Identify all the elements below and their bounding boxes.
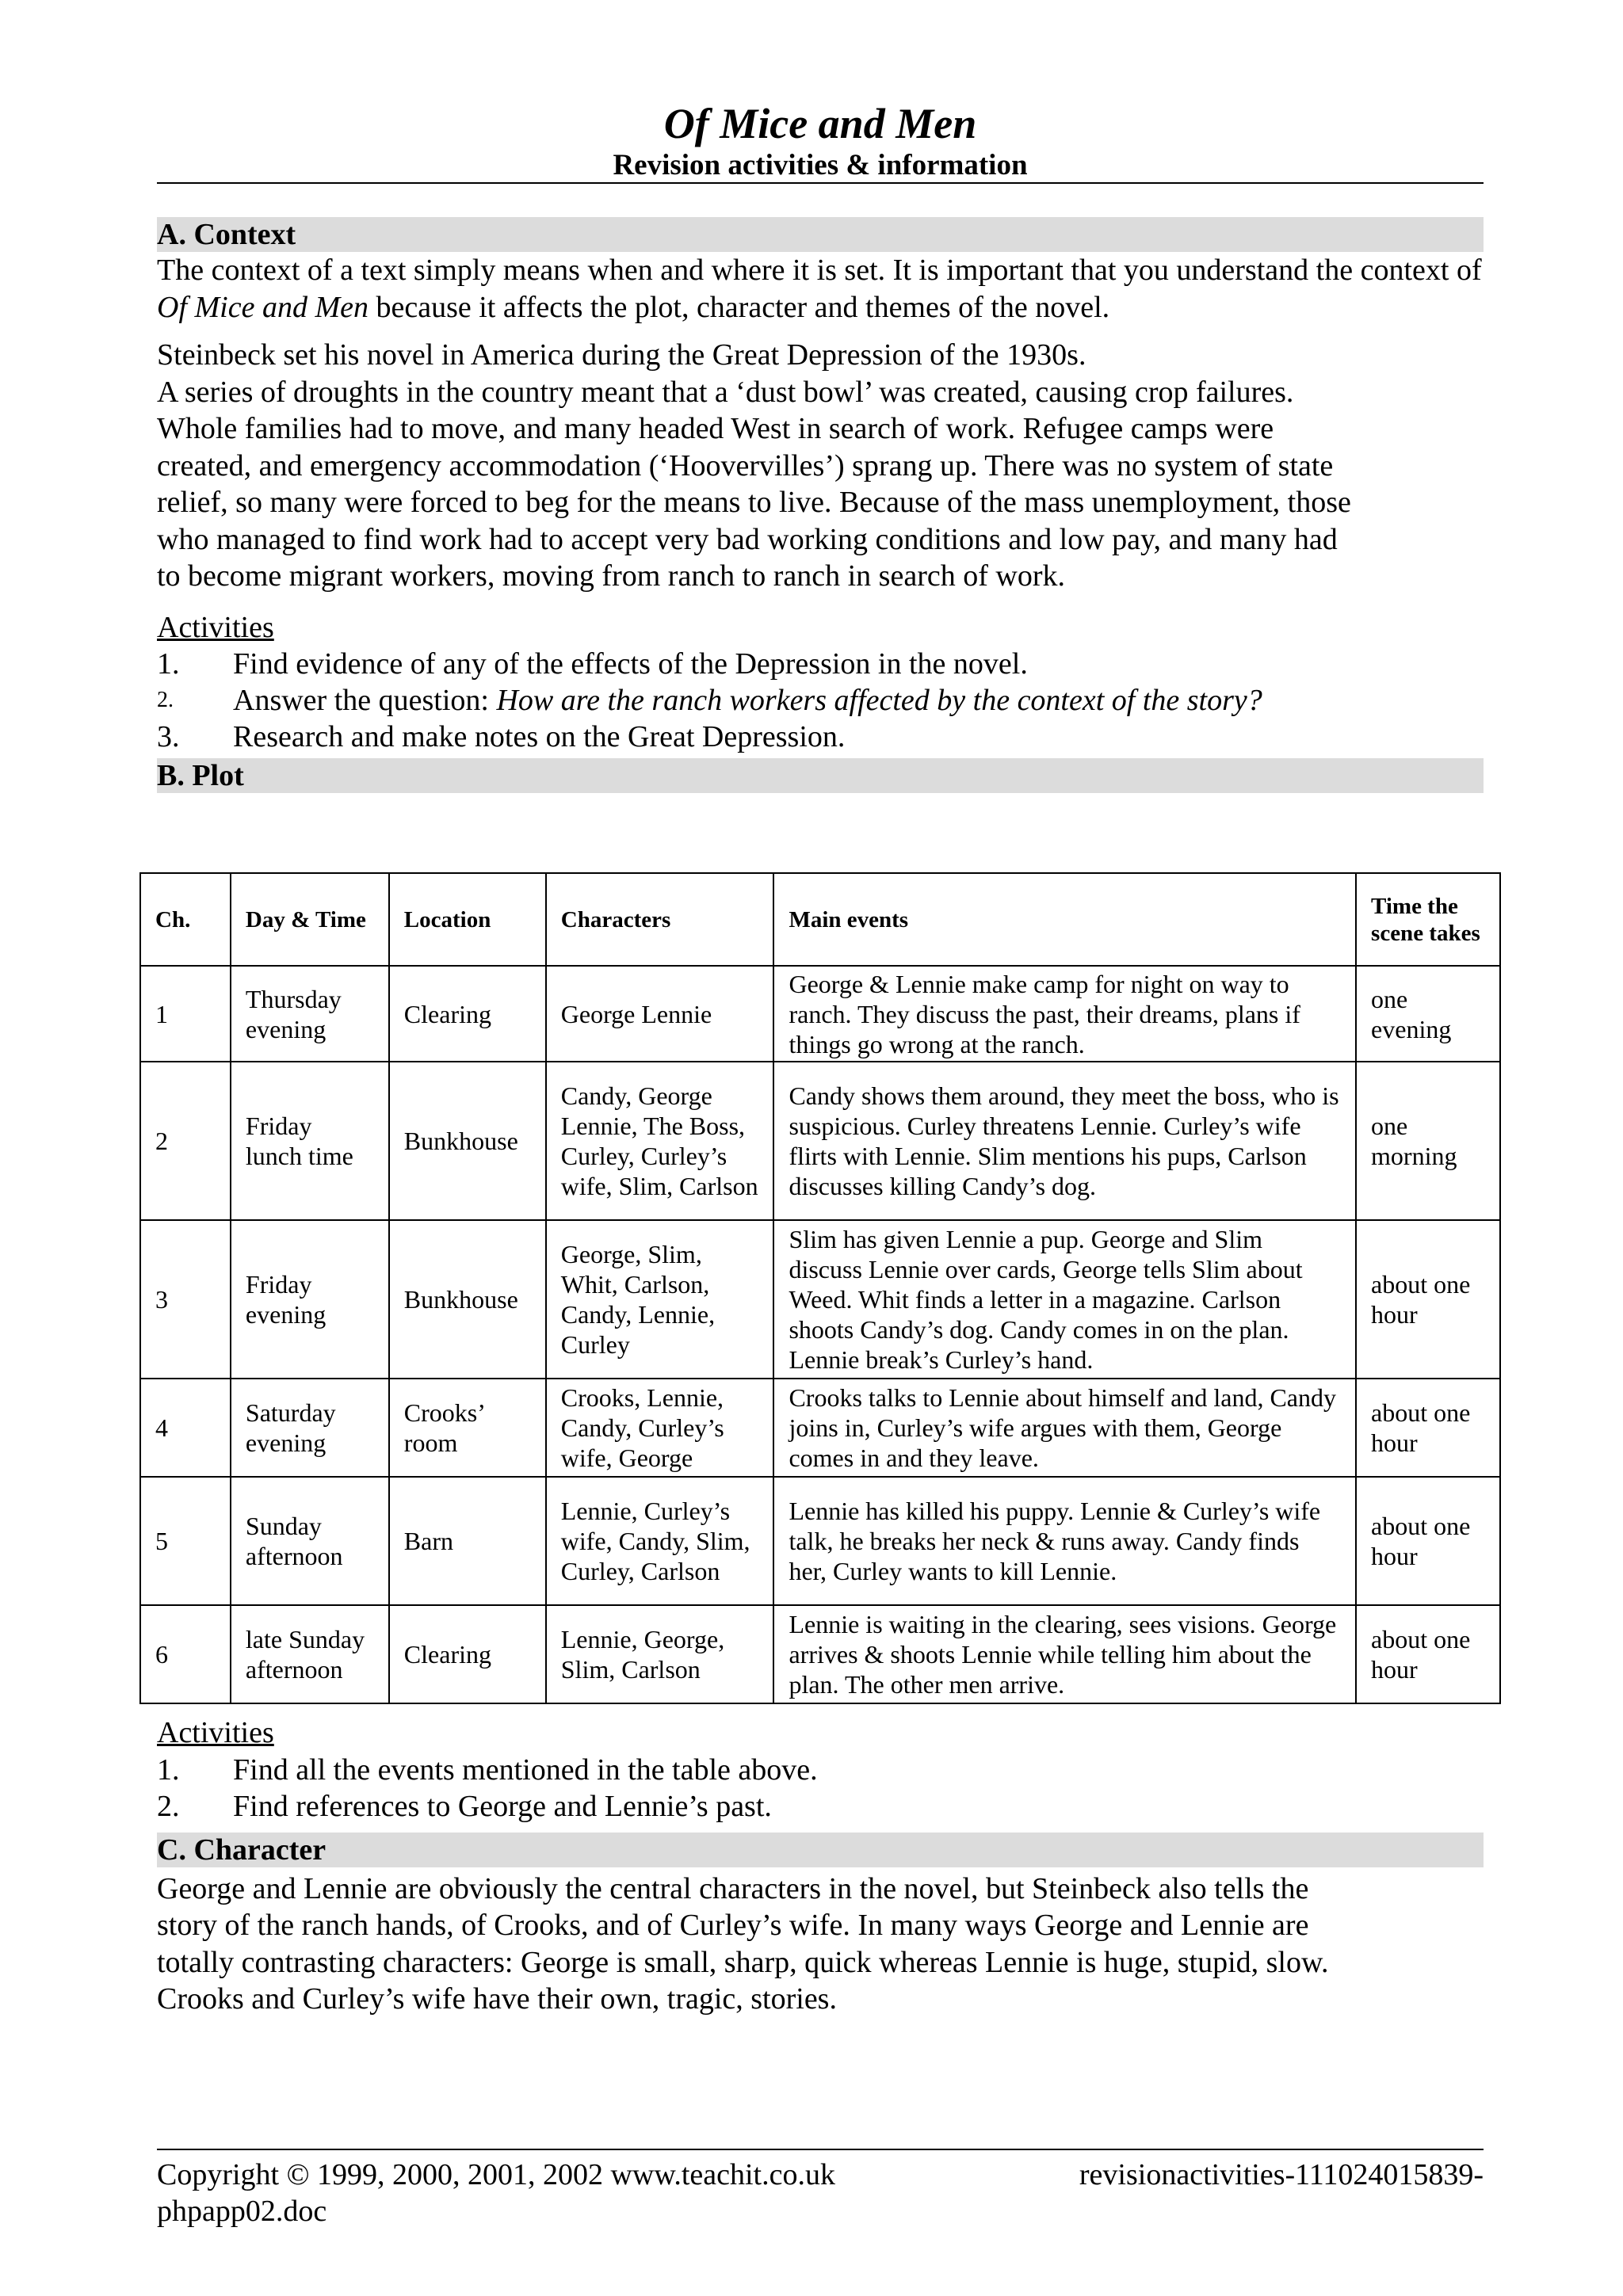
context-paragraph-1-part-a: The context of a text simply means when and where it is set. It is important that you understand the context of (157, 254, 1482, 287)
cell-time: about one hour (1356, 1379, 1500, 1477)
list-text: Find evidence of any of the effects of the Depression in the novel. (233, 647, 1028, 681)
context-line: relief, so many were forced to beg for the means to live. Because of the mass unemployment, those (157, 486, 1351, 519)
list-text: Research and make notes on the Great Depression. (233, 720, 846, 753)
cell-characters: Candy, George Lennie, The Boss, Curley, Curley’s wife, Slim, Carlson (546, 1062, 774, 1220)
cell-location: Crooks’ room (389, 1379, 546, 1477)
column-header: Characters (546, 873, 774, 966)
character-line: totally contrasting characters: George is small, sharp, quick whereas Lennie is huge, stupid, slow. (157, 1945, 1329, 1979)
cell-characters: Lennie, Curley’s wife, Candy, Slim, Curley, Carlson (546, 1477, 774, 1605)
character-paragraph (157, 1871, 1484, 2018)
document-subtitle: Revision activities & information (613, 149, 1028, 181)
context-activities-list (157, 646, 1484, 755)
document-title: Of Mice and Men (663, 100, 977, 147)
list-item (157, 1752, 1484, 1788)
list-number: 2. (157, 688, 174, 712)
cell-chapter: 2 (140, 1062, 231, 1220)
cell-day: Friday lunch time (231, 1062, 389, 1220)
cell-time: one evening (1356, 966, 1500, 1062)
context-line: A series of droughts in the country meant that a ‘dust bowl’ was created, causing crop failures. (157, 375, 1294, 409)
list-text-italic: How are the ranch workers affected by the context of the story? (496, 684, 1262, 717)
plot-activities-list (157, 1752, 1484, 1825)
table-row (140, 966, 1500, 1062)
column-header: Ch. (140, 873, 231, 966)
plot-activities-label: Activities (157, 1716, 274, 1749)
cell-location: Barn (389, 1477, 546, 1605)
cell-time: about one hour (1356, 1477, 1500, 1605)
plot-activities (157, 1714, 1484, 2018)
list-item (157, 682, 1484, 719)
cell-time: about one hour (1356, 1220, 1500, 1379)
column-header: Day & Time (231, 873, 389, 966)
plot-table (139, 872, 1501, 1704)
cell-events: George & Lennie make camp for night on way to ranch. They discuss the past, their dreams, plans if things go wrong at the ranch. (773, 966, 1356, 1062)
section-heading-plot: B. Plot (157, 758, 1484, 793)
list-item (157, 719, 1484, 755)
cell-time: one morning (1356, 1062, 1500, 1220)
cell-events: Lennie is waiting in the clearing, sees visions. George arrives & shoots Lennie while telling him about the plan. The other men arrive. (773, 1605, 1356, 1703)
cell-chapter: 5 (140, 1477, 231, 1605)
footer-filename-continued: phpapp02.doc (157, 2195, 327, 2228)
list-item (157, 1788, 1484, 1825)
list-text: Find references to George and Lennie’s past. (233, 1789, 772, 1823)
section-heading-context: A. Context (157, 217, 1484, 252)
context-activities-label: Activities (157, 610, 274, 644)
table-row (140, 1220, 1500, 1379)
list-text: Find all the events mentioned in the table above. (233, 1753, 818, 1787)
cell-events: Candy shows them around, they meet the boss, who is suspicious. Curley threatens Lennie. Curley’s wife flirts with Lennie. Slim mentions his pups, Carlson discusses killing Candy’s dog. (773, 1062, 1356, 1220)
list-number: 3. (157, 720, 180, 753)
cell-day: late Sunday afternoon (231, 1605, 389, 1703)
column-header: Location (389, 873, 546, 966)
cell-characters: George Lennie (546, 966, 774, 1062)
page-footer (157, 2157, 1484, 2229)
cell-characters: Crooks, Lennie, Candy, Curley’s wife, George (546, 1379, 774, 1477)
column-header: Main events (773, 873, 1356, 966)
cell-chapter: 1 (140, 966, 231, 1062)
cell-day: Friday evening (231, 1220, 389, 1379)
context-paragraph-1 (157, 252, 1484, 326)
column-header: Time the scene takes (1356, 873, 1500, 966)
table-row (140, 1605, 1500, 1703)
table-row (140, 1062, 1500, 1220)
character-line: George and Lennie are obviously the central characters in the novel, but Steinbeck also tells the (157, 1871, 1309, 1905)
cell-characters: George, Slim, Whit, Carlson, Candy, Lennie, Curley (546, 1220, 774, 1379)
cell-events: Crooks talks to Lennie about himself and land, Candy joins in, Curley’s wife argues with them, George comes in and they leave. (773, 1379, 1356, 1477)
list-number: 1. (157, 647, 180, 681)
cell-day: Saturday evening (231, 1379, 389, 1477)
character-line: story of the ranch hands, of Crooks, and of Curley’s wife. In many ways George and Lennie are (157, 1909, 1309, 1942)
list-item (157, 646, 1484, 682)
character-line: Crooks and Curley’s wife have their own, tragic, stories. (157, 1982, 837, 2016)
table-row (140, 1477, 1500, 1605)
cell-location: Clearing (389, 1605, 546, 1703)
context-line: Whole families had to move, and many headed West in search of work. Refugee camps were (157, 412, 1274, 445)
cell-events: Slim has given Lennie a pup. George and Slim discuss Lennie over cards, George tells Slim about Weed. Whit finds a letter in a magazine. Carlson shoots Candy’s dog. Candy comes in on the plan. Lennie break’s Curley’s hand. (773, 1220, 1356, 1379)
context-paragraph-1-title: Of Mice and Men (157, 290, 369, 324)
context-line: Steinbeck set his novel in America during the Great Depression of the 1930s. (157, 338, 1086, 372)
cell-day: Sunday afternoon (231, 1477, 389, 1605)
cell-location: Bunkhouse (389, 1062, 546, 1220)
list-number: 2. (157, 1789, 180, 1823)
cell-characters: Lennie, George, Slim, Carlson (546, 1605, 774, 1703)
cell-chapter: 6 (140, 1605, 231, 1703)
context-line: created, and emergency accommodation (‘Hoovervilles’) sprang up. There was no system of state (157, 448, 1334, 482)
footer-filename: revisionactivities-111024015839- (1079, 2158, 1484, 2191)
list-text (233, 682, 1262, 719)
cell-chapter: 3 (140, 1220, 231, 1379)
cell-location: Bunkhouse (389, 1220, 546, 1379)
context-paragraph-2 (157, 337, 1484, 595)
cell-events: Lennie has killed his puppy. Lennie & Curley’s wife talk, he breaks her neck & runs away. Candy finds her, Curley wants to kill Lennie. (773, 1477, 1356, 1605)
cell-location: Clearing (389, 966, 546, 1062)
section-heading-character: C. Character (157, 1833, 1484, 1867)
cell-time: about one hour (1356, 1605, 1500, 1703)
table-row (140, 1379, 1500, 1477)
cell-chapter: 4 (140, 1379, 231, 1477)
list-text-plain: Answer the question: (233, 684, 497, 717)
context-paragraph-1-part-b: because it affects the plot, character and themes of the novel. (368, 290, 1110, 324)
cell-day: Thursday evening (231, 966, 389, 1062)
context-line: who managed to find work had to accept very bad working conditions and low pay, and many had (157, 522, 1338, 556)
list-number: 1. (157, 1753, 180, 1787)
context-line: to become migrant workers, moving from ranch to ranch in search of work. (157, 559, 1065, 593)
footer-copyright: Copyright © 1999, 2000, 2001, 2002 www.teachit.co.uk (157, 2158, 835, 2191)
footer-rule (157, 2149, 1484, 2150)
header-rule (157, 182, 1484, 184)
table-header-row (140, 873, 1500, 966)
document-page (157, 0, 1484, 793)
